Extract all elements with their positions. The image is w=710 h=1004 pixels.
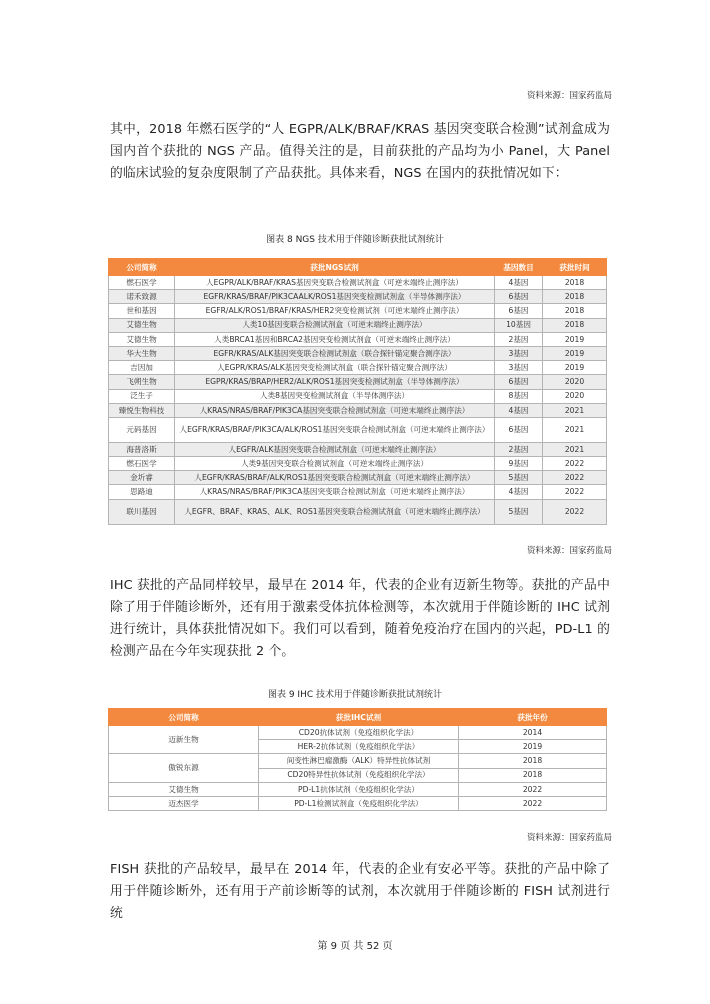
- table-cell: 2022: [543, 457, 607, 471]
- table-cell: EGFR/KRAS/ALK基因突变联合检测试剂盒（联合探针锚定聚合测序法）: [175, 346, 495, 360]
- table-cell: 2021: [543, 417, 607, 442]
- table-cell: 人EGFR、BRAF、KRAS、ALK、ROS1基因突变联合检测试剂盒（可逆末端终止测序法）: [175, 499, 495, 524]
- table-cell: 2019: [543, 332, 607, 346]
- table-cell: 诺禾致源: [109, 290, 175, 304]
- column-header: 获批IHC试剂: [259, 709, 459, 726]
- table-cell: 6基因: [495, 290, 543, 304]
- table-cell: 海普洛斯: [109, 442, 175, 456]
- table-row: [109, 375, 607, 389]
- table-cell: 人类8基因突变检测试剂盒（半导体测序法）: [175, 389, 495, 403]
- table-cell: 吉因加: [109, 361, 175, 375]
- table-cell: 2019: [543, 361, 607, 375]
- table-cell: 迈新生物: [109, 726, 259, 754]
- table-cell: 8基因: [495, 389, 543, 403]
- table-cell: 2019: [459, 740, 607, 754]
- table-cell: 人EGFR/KRAS/BRAF/ALK/ROS1基因突变联合检测试剂盒（可逆末端终止测序法）: [175, 471, 495, 485]
- table-cell: 人KRAS/NRAS/BRAF/PIK3CA基因突变联合检测试剂盒（可逆末端终止测序法）: [175, 485, 495, 499]
- source-note: 资料来源：国家药监局: [526, 833, 612, 843]
- table-cell: 间变性淋巴瘤激酶（ALK）特异性抗体试剂: [259, 754, 459, 768]
- column-header: 获批时间: [543, 259, 607, 276]
- table-row: [109, 346, 607, 360]
- table-row: [109, 499, 607, 524]
- table-cell: 人EGFR/KRAS/BRAF/PIK3CA/ALK/ROS1基因突变联合检测试剂盒（可逆末端终止测序法）: [175, 417, 495, 442]
- table-cell: 2018: [459, 768, 607, 782]
- table-cell: 2022: [459, 782, 607, 796]
- table-cell: 2022: [543, 485, 607, 499]
- table-cell: 2018: [543, 304, 607, 318]
- table-row: [109, 457, 607, 471]
- source-note: 资料来源：国家药监局: [526, 546, 612, 556]
- table-cell: 傲锐东源: [109, 754, 259, 782]
- table-row: [109, 796, 607, 810]
- table-cell: 2022: [459, 796, 607, 810]
- column-header: 公司简称: [109, 709, 259, 726]
- table-row: [109, 471, 607, 485]
- table-row: [109, 485, 607, 499]
- table-cell: 燃石医学: [109, 276, 175, 290]
- paragraph-ngs-intro: 其中，2018 年燃石医学的“人 EGPR/ALK/BRAF/KRAS 基因突变联合检测”试剂盒成为国内首个获批的 NGS 产品。值得关注的是，目前获批的产品均为小 Panel，大 Panel 的临床试验的复杂度限制了产品获批。具体来看，NGS 在国内的获批情况如下：: [110, 122, 610, 181]
- table-row: [109, 304, 607, 318]
- table-cell: 10基因: [495, 318, 543, 332]
- table-cell: 2020: [543, 389, 607, 403]
- table-row: [109, 318, 607, 332]
- table-cell: 3基因: [495, 346, 543, 360]
- table-cell: 4基因: [495, 485, 543, 499]
- table-row: [109, 332, 607, 346]
- table-cell: 2021: [543, 442, 607, 456]
- table-cell: 9基因: [495, 457, 543, 471]
- table-row: [109, 403, 607, 417]
- table-cell: 4基因: [495, 276, 543, 290]
- table-row: [109, 726, 607, 740]
- table-row: [109, 276, 607, 290]
- table-cell: 艾德生物: [109, 318, 175, 332]
- table-cell: 思路迪: [109, 485, 175, 499]
- table-row: [109, 389, 607, 403]
- table-row: [109, 754, 607, 768]
- table-cell: PD-L1检测试剂盒（免疫组织化学法）: [259, 796, 459, 810]
- table-cell: CD20特异性抗体试剂（免疫组织化学法）: [259, 768, 459, 782]
- table-cell: 2020: [543, 375, 607, 389]
- table-cell: CD20抗体试剂（免疫组织化学法）: [259, 726, 459, 740]
- table-cell: EGPR/KRAS/BRAP/HER2/ALK/ROS1基因突变检测试剂盒（半导体测序法）: [175, 375, 495, 389]
- table-cell: 人EGFR/ALK基因突变联合检测试剂盒（可逆末端终止测序法）: [175, 442, 495, 456]
- ihc-approval-table: [108, 708, 607, 811]
- table-cell: 元码基因: [109, 417, 175, 442]
- table-cell: 迈杰医学: [109, 796, 259, 810]
- table-cell: HER-2抗体试剂（免疫组织化学法）: [259, 740, 459, 754]
- table-cell: 5基因: [495, 499, 543, 524]
- table-cell: 2018: [543, 318, 607, 332]
- table-cell: 人类BRCA1基因和BRCA2基因突变检测试剂盒（可逆末端终止测序法）: [175, 332, 495, 346]
- table-cell: 华大生物: [109, 346, 175, 360]
- table-cell: 2022: [543, 499, 607, 524]
- table-cell: EGFR/KRAS/BRAF/PIK3CAALK/ROS1基因突变检测试剂盒（半导体测序法）: [175, 290, 495, 304]
- figure-caption-9: 图表 9 IHC 技术用于伴随诊断获批试剂统计: [267, 690, 442, 700]
- paragraph-ihc-intro: IHC 获批的产品同样较早，最早在 2014 年，代表的企业有迈新生物等。获批的产品中除了用于伴随诊断外，还有用于激素受体抗体检测等，本次就用于伴随诊断的 IHC 试剂进行统计，具体获批情况如下。我们可以看到，随着免疫治疗在国内的兴起，PD-L1 的检测产品在今年实现获批 2 个。: [110, 578, 610, 659]
- table-cell: 6基因: [495, 304, 543, 318]
- table-cell: 艾德生物: [109, 782, 259, 796]
- table-cell: 金圻睿: [109, 471, 175, 485]
- table-cell: 人EGPR/ALK/BRAF/KRAS基因突变联合检测试剂盒（可逆末端终止测序法）: [175, 276, 495, 290]
- table-cell: 臻悦生物科技: [109, 403, 175, 417]
- table-cell: 3基因: [495, 361, 543, 375]
- table-cell: 人类10基因变联合检测试剂盒（可逆末端终止测序法）: [175, 318, 495, 332]
- table-cell: 艾德生物: [109, 332, 175, 346]
- table-row: [109, 361, 607, 375]
- table-cell: 飞朔生物: [109, 375, 175, 389]
- table-cell: 2基因: [495, 332, 543, 346]
- table-cell: 世和基因: [109, 304, 175, 318]
- table-cell: 2018: [543, 290, 607, 304]
- paragraph-fish-intro: FISH 获批的产品较早，最早在 2014 年，代表的企业有安必平等。获批的产品中除了用于伴随诊断外，还有用于产前诊断等的试剂，本次就用于伴随诊断的 FISH 试剂进行统: [110, 862, 610, 921]
- table-row: [109, 290, 607, 304]
- page-number: 第 9 页 共 52 页: [317, 941, 393, 952]
- table-cell: 人类9基因突变联合检测试剂盒（可逆末端终止测序法）: [175, 457, 495, 471]
- column-header: 获批年份: [459, 709, 607, 726]
- table-cell: 4基因: [495, 403, 543, 417]
- table-cell: 5基因: [495, 471, 543, 485]
- table-cell: EGFR/ALK/ROS1/BRAF/KRAS/HER2突变检测试剂（可逆末端终止测序法）: [175, 304, 495, 318]
- figure-caption-8: 图表 8 NGS 技术用于伴随诊断获批试剂统计: [266, 235, 444, 245]
- table-cell: 人EGPR/KRAS/ALK基因突变检测试剂盒（联合探针锚定聚合测序法）: [175, 361, 495, 375]
- table-cell: 2014: [459, 726, 607, 740]
- column-header: 公司简称: [109, 259, 175, 276]
- table-cell: 6基因: [495, 375, 543, 389]
- table-cell: 泛生子: [109, 389, 175, 403]
- column-header: 获批NGS试剂: [175, 259, 495, 276]
- table-row: [109, 782, 607, 796]
- table-cell: 燃石医学: [109, 457, 175, 471]
- ngs-approval-table: [108, 258, 607, 525]
- table-cell: 6基因: [495, 417, 543, 442]
- table-cell: 2022: [543, 471, 607, 485]
- table-cell: 2019: [543, 346, 607, 360]
- table-row: [109, 417, 607, 442]
- source-note: 资料来源：国家药监局: [526, 91, 612, 101]
- table-row: [109, 442, 607, 456]
- table-cell: 人KRAS/NRAS/BRAF/PIK3CA基因突变联合检测试剂盒（可逆末端终止测序法）: [175, 403, 495, 417]
- table-cell: 2基因: [495, 442, 543, 456]
- table-cell: 联川基因: [109, 499, 175, 524]
- table-cell: 2018: [459, 754, 607, 768]
- table-cell: 2021: [543, 403, 607, 417]
- column-header: 基因数目: [495, 259, 543, 276]
- table-cell: 2018: [543, 276, 607, 290]
- table-cell: PD-L1抗体试剂（免疫组织化学法）: [259, 782, 459, 796]
